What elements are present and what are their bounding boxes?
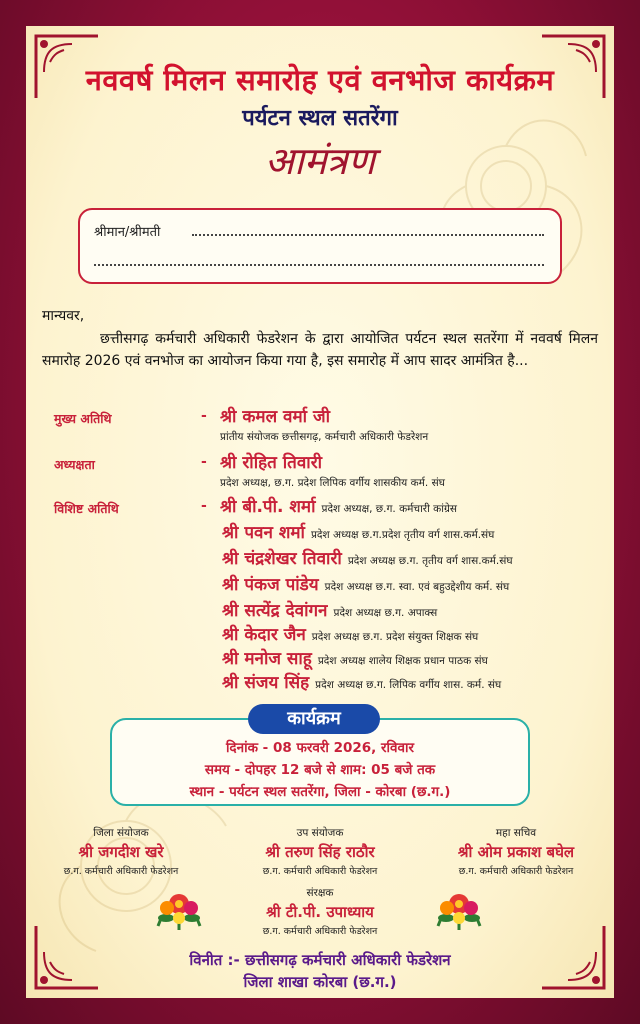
- patron-role: संरक्षक: [306, 887, 334, 899]
- program-heading: कार्यक्रम: [248, 704, 380, 734]
- deputy-convener-name: श्री तरुण सिंह राठौर: [265, 843, 375, 861]
- general-secretary-name: श्री ओम प्रकाश बघेल: [457, 843, 575, 861]
- district-convener-org: छ.ग. कर्मचारी अधिकारी फेडरेशन: [63, 866, 179, 877]
- special-guest-role: विशिष्ट अतिथि: [54, 501, 119, 516]
- special-guest-name: श्री बी.पी. शर्मा: [220, 497, 316, 517]
- invitation-body: छत्तीसगढ़ कर्मचारी अधिकारी फेडरेशन के द्वारा आयोजित पर्यटन स्थल सतरेंगा में नववर्ष मिलन समारोह 2026 एवं वनभोज का आयोजन किया गया है, इस समारोह में आप सादर आमंत्रित है...: [42, 331, 598, 369]
- chief-guest-name: श्री कमल वर्मा जी: [220, 407, 330, 427]
- chief-guest-desc: प्रांतीय संयोजक छत्तीसगढ़, कर्मचारी अधिकारी फेडरेशन: [220, 431, 429, 443]
- patron-name: श्री टी.पी. उपाध्याय: [266, 903, 374, 921]
- flower-bouquet-icon: [156, 886, 202, 932]
- salutation: मान्यवर,: [42, 308, 85, 324]
- general-secretary-role: महा सचिव: [495, 827, 537, 839]
- special-guest-desc: प्रदेश अध्यक्ष छ.ग. अपाक्स: [333, 607, 438, 619]
- president-name: श्री रोहित तिवारी: [220, 453, 323, 473]
- patron-org: छ.ग. कर्मचारी अधिकारी फेडरेशन: [262, 926, 378, 937]
- special-guest-name: श्री संजय सिंह: [222, 673, 310, 693]
- footer-organization: विनीत :- छत्तीसगढ़ कर्मचारी अधिकारी फेडरेशन: [189, 951, 451, 969]
- special-guest-name: श्री सत्येंद्र देवांगन: [222, 601, 328, 621]
- dotted-line: [192, 234, 544, 236]
- program-date: दिनांक - 08 फरवरी 2026, रविवार: [225, 740, 415, 756]
- special-guest-row: [222, 520, 494, 543]
- special-guest-row: [222, 572, 509, 595]
- special-guest-row: [220, 494, 457, 517]
- president-desc: प्रदेश अध्यक्ष, छ.ग. प्रदेश लिपिक वर्गीय शासकीय कर्म. संघ: [220, 477, 445, 489]
- special-guest-name: श्री चंद्रशेखर तिवारी: [222, 549, 342, 569]
- district-convener-name: श्री जगदीश खरे: [78, 843, 164, 861]
- guest-name-label: श्रीमान/श्रीमती: [94, 225, 161, 240]
- special-guest-desc: प्रदेश अध्यक्ष शालेय शिक्षक प्रधान पाठक संघ: [317, 655, 488, 667]
- special-guest-row: [222, 646, 488, 669]
- invitation-card: [26, 26, 614, 998]
- special-guest-desc: प्रदेश अध्यक्ष छ.ग. लिपिक वर्गीय शास. कर्म. संघ: [315, 679, 502, 691]
- dash: -: [201, 498, 207, 514]
- special-guest-row: [222, 670, 501, 693]
- venue-subtitle: पर्यटन स्थल सतरेंगा: [242, 106, 398, 131]
- invitation-heading: आमंत्रण: [264, 139, 375, 183]
- program-place: स्थान - पर्यटन स्थल सतरेंगा, जिला - कोरबा (छ.ग.): [189, 784, 451, 800]
- special-guest-desc: प्रदेश अध्यक्ष छ.ग.प्रदेश तृतीय वर्ग शास.कर्म.संघ: [310, 529, 495, 541]
- special-guest-desc: प्रदेश अध्यक्ष, छ.ग. कर्मचारी कांग्रेस: [321, 503, 457, 515]
- special-guest-row: [222, 546, 513, 569]
- flower-bouquet-icon: [436, 886, 482, 932]
- program-time: समय - दोपहर 12 बजे से शाम: 05 बजे तक: [204, 762, 436, 778]
- special-guest-name: श्री पंकज पांडेय: [222, 575, 319, 595]
- dash: -: [201, 408, 207, 424]
- event-title: नववर्ष मिलन समारोह एवं वनभोज कार्यक्रम: [85, 63, 555, 97]
- chief-guest-role: मुख्य अतिथि: [54, 411, 112, 426]
- special-guest-desc: प्रदेश अध्यक्ष छ.ग. तृतीय वर्ग शास.कर्म.संघ: [347, 555, 513, 567]
- special-guest-name: श्री केदार जैन: [222, 625, 306, 645]
- special-guest-name: श्री पवन शर्मा: [222, 523, 305, 543]
- special-guest-desc: प्रदेश अध्यक्ष छ.ग. प्रदेश संयुक्त शिक्षक संघ: [311, 631, 479, 643]
- special-guest-row: [222, 598, 437, 621]
- guest-name-box: [78, 208, 562, 284]
- president-role: अध्यक्षता: [54, 457, 95, 472]
- deputy-convener-org: छ.ग. कर्मचारी अधिकारी फेडरेशन: [262, 866, 378, 877]
- dotted-line: [94, 264, 544, 266]
- special-guest-name: श्री मनोज साहू: [222, 649, 312, 669]
- footer-branch: जिला शाखा कोरबा (छ.ग.): [243, 973, 397, 991]
- district-convener-role: जिला संयोजक: [93, 827, 149, 839]
- deputy-convener-role: उप संयोजक: [296, 827, 344, 839]
- dash: -: [201, 454, 207, 470]
- special-guest-row: [222, 622, 478, 645]
- special-guest-desc: प्रदेश अध्यक्ष छ.ग. स्वा. एवं बहुउद्देशीय कर्म. संघ: [324, 581, 510, 593]
- general-secretary-org: छ.ग. कर्मचारी अधिकारी फेडरेशन: [458, 866, 574, 877]
